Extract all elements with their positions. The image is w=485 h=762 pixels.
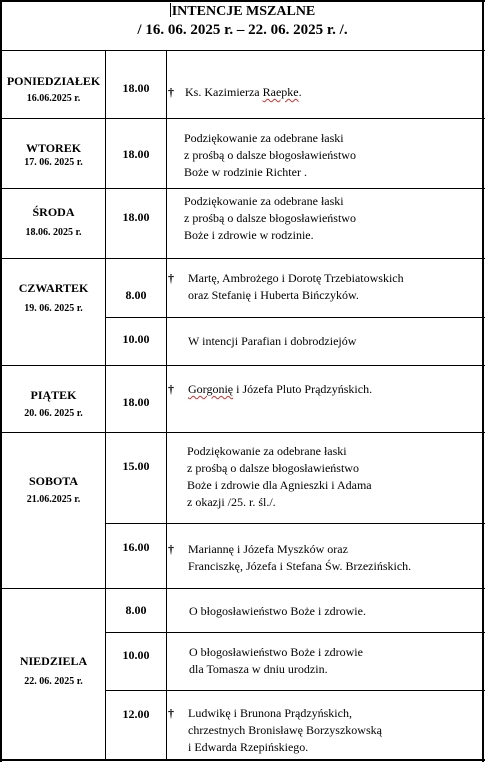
day-name: SOBOTA (28, 474, 79, 488)
border-top (0, 0, 485, 2)
intention-line (185, 84, 302, 101)
mass-divider (105, 690, 485, 691)
intention-line: Boże i zdrowie dla Agnieszki i Adama (187, 478, 372, 492)
intention-line: O błogosławieństwo Boże i zdrowie. (189, 604, 366, 618)
mass-time: 18.00 (122, 395, 150, 409)
day-monday (2, 74, 105, 106)
day-thursday (2, 281, 105, 316)
cross-icon: † (168, 271, 174, 285)
mass-time: 12.00 (122, 707, 150, 721)
day-date: 20. 06. 2025 r. (24, 408, 83, 419)
spellcheck-underline: Raepke (262, 85, 299, 99)
mass-divider (105, 632, 485, 633)
cross-icon: † (168, 706, 174, 720)
day-name: PIĄTEK (30, 388, 77, 402)
row-divider (0, 188, 485, 189)
day-date: 19. 06. 2025 r. (24, 303, 83, 314)
day-date: 17. 06. 2025 r. (24, 157, 83, 168)
day-friday (2, 388, 105, 421)
intention-line: z prośbą o dalsze błogosławieństwo (184, 211, 356, 225)
intention-line: Podziękowanie za odebrane łaski (187, 444, 347, 458)
intention-line: W intencji Parafian i dobrodziejów (188, 334, 357, 348)
day-name: ŚRODA (32, 205, 75, 219)
intention-line: Gorgonię i Józefa Pluto Prądzyńskich. (188, 382, 373, 396)
day-sunday (2, 654, 105, 689)
intention-line: Franciszkę, Józefa i Stefana Św. Brzezińskich. (188, 559, 412, 573)
mass-time: 16.00 (122, 540, 150, 554)
intention-line: dla Tomasza w dniu urodzin. (189, 662, 328, 676)
day-date: 21.06.2025 r. (26, 494, 81, 505)
spellcheck-underline: Gorgonię (188, 382, 234, 396)
intention-line: Mariannę i Józefa Myszków oraz (188, 542, 348, 556)
cross-icon: † (168, 85, 174, 99)
mass-time: 18.00 (122, 210, 150, 224)
day-name: PONIEDZIAŁEK (6, 74, 101, 88)
row-divider (0, 365, 485, 366)
border-right (482, 0, 484, 762)
intention-line: z prośbą o dalsze błogosławieństwo (184, 148, 356, 162)
day-date: 22. 06. 2025 r. (24, 676, 83, 687)
day-tuesday (2, 141, 105, 170)
mass-divider (105, 523, 485, 524)
intention-text: Ks. Kazimierza Raepke. (185, 85, 302, 99)
mass-time: 15.00 (122, 459, 150, 473)
day-wednesday (2, 205, 105, 240)
cross-icon: † (168, 382, 174, 396)
intention-line: Podziękowanie za odebrane łaski (184, 194, 344, 208)
cross-icon: † (168, 542, 174, 556)
page-title-text: INTENCJE MSZALNE (171, 4, 316, 19)
intention-line: Ludwikę i Brunona Prądzyńskich, (188, 706, 352, 720)
intention-line: oraz Stefanię i Huberta Bińczyków. (188, 288, 359, 302)
mass-time: 8.00 (125, 603, 147, 617)
row-divider (0, 258, 485, 259)
intention-line: i Edwarda Rzepińskiego. (188, 740, 309, 754)
intention-line: z okazji /25. r. śl./. (187, 495, 276, 509)
mass-divider (105, 317, 485, 318)
border-left (0, 0, 2, 762)
header-divider (0, 50, 485, 51)
intention-line: Martę, Ambrożego i Dorotę Trzebiatowskich (188, 271, 404, 285)
day-name: WTOREK (25, 141, 82, 155)
intention-line: Boże i zdrowie w rodzinie. (184, 228, 314, 242)
intention-line: z prośbą o dalsze błogosławieństwo (187, 461, 359, 475)
mass-time: 8.00 (125, 288, 147, 302)
mass-time: 18.00 (122, 147, 150, 161)
intention-line: Boże w rodzinie Richter . (184, 165, 307, 179)
day-name: CZWARTEK (18, 281, 89, 295)
mass-time: 10.00 (122, 332, 150, 346)
day-date: 16.06.2025 r. (26, 93, 81, 104)
row-divider (0, 118, 485, 119)
page-title (0, 3, 485, 20)
border-bottom (0, 759, 485, 761)
day-saturday (2, 474, 105, 507)
row-divider (0, 588, 485, 589)
day-date: 18.06. 2025 r. (25, 227, 82, 238)
intention-line: O błogosławieństwo Boże i zdrowie (189, 645, 363, 659)
mass-time: 18.00 (122, 81, 150, 95)
date-range: / 16. 06. 2025 r. – 22. 06. 2025 r. /. (137, 22, 348, 38)
day-name: NIEDZIELA (19, 654, 88, 668)
mass-time: 10.00 (122, 648, 150, 662)
text-cursor (170, 3, 171, 17)
row-divider (0, 432, 485, 433)
intention-line: chrzestnych Bronisławę Borzyszkowską (188, 723, 382, 737)
column-divider-2 (166, 50, 167, 760)
intention-line: Podziękowanie za odebrane łaski (184, 131, 344, 145)
